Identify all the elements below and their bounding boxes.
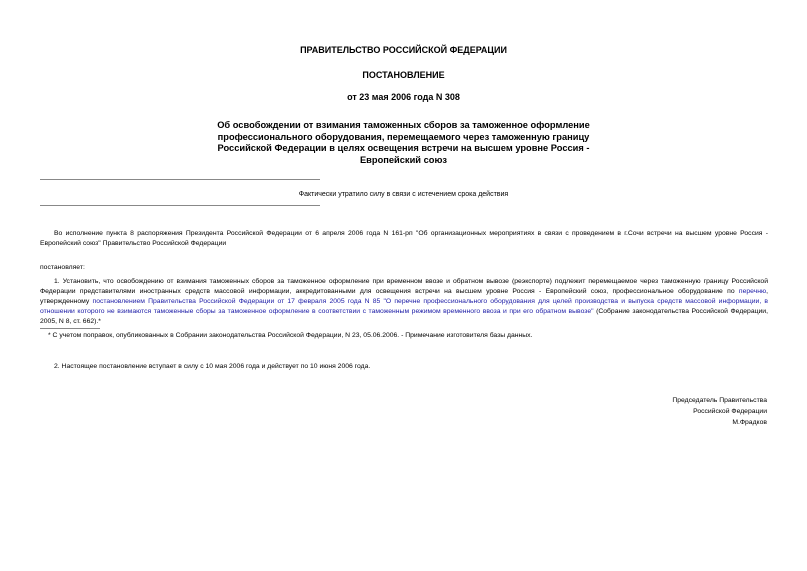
item-1-text-a: 1. Установить, что освобождению от взимания таможенных сборов за таможенное оформление при временном ввозе и обратном вывозе (реэкспорте) подлежит перемещаемое через таможенную границу Российской Федерации представителями иностранных средств массовой информации, аккредитованными для освещения встречи на высшем уровне Россия - Европейский союз, профессиональное оборудование по (40, 278, 768, 295)
signature-title: Председатель Правительства (672, 397, 767, 404)
doc-title: Об освобождении от взимания таможенных сборов за таможенное оформление профессионального оборудования, перемещаемого через таможенную границу Российской Федерации в целях освещения встречи на высшем уровне Россия - Европейский союз (217, 120, 590, 165)
status-note: Фактически утратило силу в связи с истечением срока действия (298, 191, 509, 198)
resolves-paragraph: постановляет: (40, 264, 85, 271)
doc-type-heading: ПОСТАНОВЛЕНИЕ (362, 70, 445, 80)
footnote: * С учетом поправок, опубликованных в Собрании законодательства Российской Федерации, N 23, 05.06.2006. - Примечание изготовителя базы данных. (48, 332, 533, 339)
government-heading: ПРАВИТЕЛЬСТВО РОССИЙСКОЙ ФЕДЕРАЦИИ (300, 45, 507, 55)
item-1-text-b: , утвержденному (40, 288, 768, 305)
divider-bottom (40, 205, 320, 206)
item-1-paragraph (40, 277, 768, 327)
intro-paragraph: Во исполнение пункта 8 распоряжения Президента Российской Федерации от 6 апреля 2006 года N 161-рп "Об организационных мероприятиях в связи с проведением в г.Сочи встречи на высшем уровне Россия - Европейский союз" Правительство Российской Федерации (40, 230, 768, 247)
item-1-text-c: (Собрание законодательства Российской Федерации, 2005, N 8, ст. 662).* (40, 308, 768, 325)
doc-date-number: от 23 мая 2006 года N 308 (347, 92, 460, 102)
decree-link[interactable]: постановлением Правительства Российской Федерации от 17 февраля 2005 года N 85 "О перечне профессионального оборудования для целей производства и выпуска средств массовой информации, в отношении которого не взимаются таможенные сборы за таможенное оформление в соответствии с таможенным режимом временного ввоза и при его обратном вывозе" (40, 298, 768, 315)
signature-org: Российской Федерации (693, 408, 767, 415)
footnote-divider (40, 328, 100, 329)
item-2-paragraph: 2. Настоящее постановление вступает в силу с 10 мая 2006 года и действует по 10 июня 2006 года. (54, 363, 371, 370)
list-link[interactable]: перечню (738, 288, 767, 295)
divider-top (40, 179, 320, 180)
signature-name: М.Фрадков (732, 419, 767, 426)
signature-block (672, 395, 767, 428)
